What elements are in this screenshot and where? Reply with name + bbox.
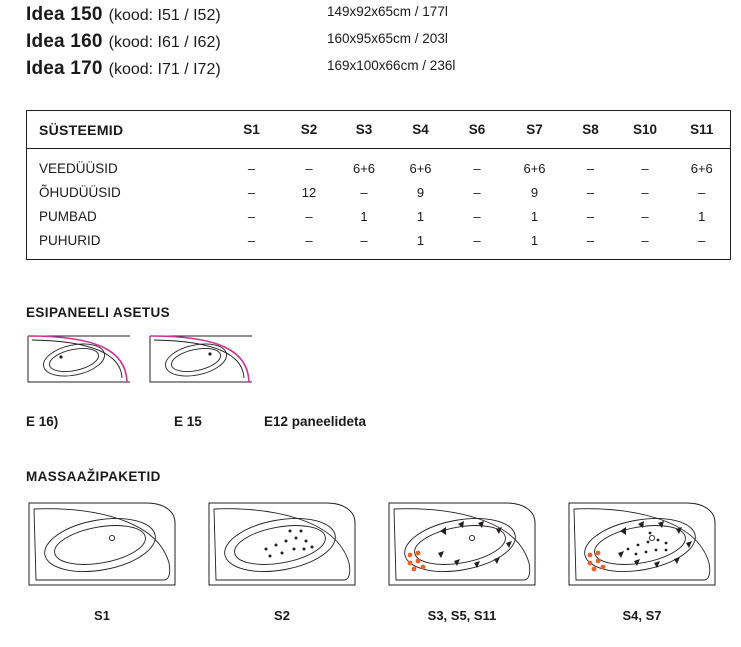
model-dimensions: 160x95x65cm / 203l [327,31,448,46]
cell: 1 [416,208,425,224]
column-header-s3: S3 [355,122,373,137]
column-header-s11: S11 [690,122,714,137]
row-label: VEEDÜÜSID [39,160,118,176]
cell: – [586,184,595,200]
row-label: PUHURID [39,232,101,248]
column-header-systems: SÜSTEEMID [39,121,124,138]
model-code: (kood: I61 / I62) [108,34,221,51]
cell: – [641,208,649,224]
cell: – [305,208,313,224]
column-header-s1: S1 [243,122,260,137]
cell: 9 [530,184,539,200]
model-code: (kood: I71 / I72) [108,61,221,78]
massage-label-s3-s5-s11: S3, S5, S11 [427,608,497,623]
massage-label-s1: S1 [94,608,110,623]
model-name: Idea 170 [26,58,103,79]
model-code: (kood: I51 / I52) [108,7,221,24]
cell: 1 [530,232,539,248]
systems-table [26,110,731,260]
model-dimensions: 149x92x65cm / 177l [327,4,448,19]
cell: 1 [360,208,368,224]
cell: 1 [530,208,539,224]
massage-diagram-s3-s5-s11 [386,493,538,598]
panel-diagram-e15 [148,330,248,388]
model-name: Idea 160 [26,31,103,52]
table-row [27,149,731,181]
cell: 1 [698,208,706,224]
cell: – [360,232,368,248]
massage-diagram-s1 [26,493,178,598]
cell: – [473,184,481,200]
panel-label-e16: E 16) [26,414,59,429]
cell: – [698,232,706,248]
panel-label-e15: E 15 [174,414,202,429]
model-name: Idea 150 [26,4,103,25]
table-row [27,228,731,260]
column-header-s2: S2 [300,122,318,137]
table-row [27,204,731,228]
cell: – [247,160,256,176]
cell: 6+6 [352,160,376,176]
cell: – [247,184,256,200]
cell: – [247,232,256,248]
cell: 12 [301,184,317,200]
cell: – [586,208,595,224]
column-header-s4: S4 [412,122,429,137]
massage-section-title: MASSAAŽIPAKETID [26,469,161,484]
cell: – [473,208,481,224]
systems-table-wrapper [26,110,715,260]
panel-diagram-e16 [26,330,126,388]
massage-label-s2: S2 [274,608,290,623]
model-list [26,4,716,85]
cell: 9 [416,184,425,200]
massage-diagram-s2 [206,493,358,598]
cell: 1 [416,232,425,248]
row-label: PUMBAD [39,208,97,224]
column-header-s10: S10 [632,122,658,137]
column-header-s6: S6 [468,122,486,137]
cell: – [360,184,368,200]
cell: – [305,160,313,176]
table-row [27,180,731,204]
panel-label-e12: E12 paneelideta [264,414,367,429]
model-dimensions: 169x100x66cm / 236l [327,58,456,73]
cell: – [641,232,649,248]
cell: 6+6 [690,160,713,176]
panels-section-title: ESIPANEELI ASETUS [26,305,171,320]
table-header-row [27,111,731,149]
massage-diagram-s4-s7 [566,493,718,598]
cell: – [698,184,706,200]
model-row [26,4,716,31]
cell: – [641,160,649,176]
cell: – [641,184,649,200]
cell: – [305,232,313,248]
column-header-s7: S7 [526,122,543,137]
cell: 6+6 [523,160,546,176]
model-row [26,58,716,85]
cell: – [586,160,595,176]
cell: 6+6 [409,160,432,176]
column-header-s8: S8 [582,122,599,137]
cell: – [473,160,481,176]
model-row [26,31,716,58]
row-label: ÕHUDÜÜSID [39,184,121,200]
massage-label-s4-s7: S4, S7 [622,608,662,623]
cell: – [586,232,595,248]
cell: – [473,232,481,248]
cell: – [247,208,256,224]
